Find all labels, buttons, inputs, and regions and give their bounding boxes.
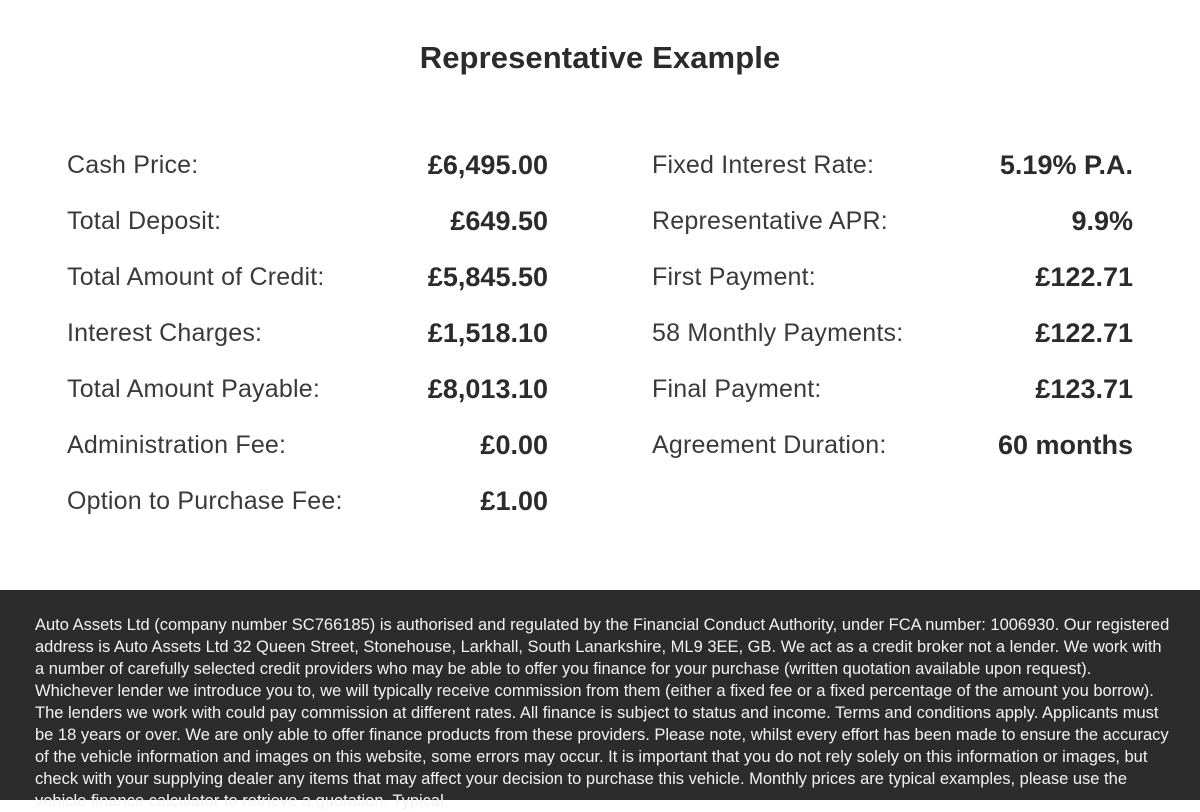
row-label: Fixed Interest Rate: [652, 150, 875, 179]
row-label: Option to Purchase Fee: [67, 486, 343, 515]
disclaimer-text: Auto Assets Ltd (company number SC766185) is authorised and regulated by the Financial Conduct Authority, under FCA number: 1006930. Our registered address is Auto Assets Ltd 32 Queen Street, Stonehouse, Larkhall, South Lanarkshire, ML9 3EE, GB. We act as a credit broker not a lender. We work with a number of carefully selected credit providers who may be able to offer you finance for your purchase (written quotation available upon request). Whichever lender we introduce you to, we will typically receive commission from them (either a fixed fee or a fixed percentage of the amount you borrow). The lenders we work with could pay commission at different rates. All finance is subject to status and income. Terms and conditions apply. Applicants must be 18 years or over. We are only able to offer finance products from these providers. Please note, whilst every effort has been made to ensure the accuracy of the vehicle information and images on this website, some errors may occur. It is important that you do not rely solely on this information or images, but check with your supplying dealer any items that may affect your decision to purchase this vehicle. Monthly prices are typical examples, please use the vehicle finance calculator to retrieve a quotation. Typical [35, 616, 1170, 810]
page-title: Representative Example [419, 40, 781, 75]
row-value: 9.9% [1071, 205, 1133, 236]
finance-row-fixed-interest-rate [652, 137, 1133, 193]
finance-row-cash-price [67, 137, 548, 193]
row-value: £1,518.10 [427, 317, 548, 348]
row-value: 5.19% P.A. [999, 149, 1133, 180]
finance-row-final-payment [652, 361, 1133, 417]
row-label: Agreement Duration: [652, 430, 887, 459]
finance-row-total-payable [67, 361, 548, 417]
row-label: Total Deposit: [67, 206, 222, 235]
row-label: Cash Price: [67, 150, 199, 179]
row-label: Representative APR: [652, 206, 888, 235]
finance-row-monthly-payments [652, 305, 1133, 361]
row-label: First Payment: [652, 262, 816, 291]
row-value: £122.71 [1035, 261, 1133, 292]
finance-details-right-column [652, 137, 1133, 473]
row-label: Final Payment: [652, 374, 822, 403]
row-value: £123.71 [1035, 373, 1133, 404]
row-value: £0.00 [480, 429, 548, 460]
row-value: £1.00 [480, 485, 548, 516]
finance-row-first-payment [652, 249, 1133, 305]
finance-row-interest-charges [67, 305, 548, 361]
finance-row-option-to-purchase-fee [67, 473, 548, 529]
row-label: Total Amount Payable: [67, 374, 320, 403]
row-value: £649.50 [450, 205, 548, 236]
row-value: £6,495.00 [427, 149, 548, 180]
row-value: £8,013.10 [427, 373, 548, 404]
finance-row-agreement-duration [652, 417, 1133, 473]
legal-disclaimer-footer [0, 590, 1200, 810]
finance-row-representative-apr [652, 193, 1133, 249]
finance-row-total-credit [67, 249, 548, 305]
row-value: £122.71 [1035, 317, 1133, 348]
row-label: Interest Charges: [67, 318, 263, 347]
row-value: £5,845.50 [427, 261, 548, 292]
finance-row-total-deposit [67, 193, 548, 249]
row-label: Total Amount of Credit: [67, 262, 325, 291]
row-value: 60 months [997, 429, 1133, 460]
row-label: Administration Fee: [67, 430, 287, 459]
finance-row-admin-fee [67, 417, 548, 473]
finance-details-left-column [67, 137, 548, 529]
row-label: 58 Monthly Payments: [652, 318, 904, 347]
